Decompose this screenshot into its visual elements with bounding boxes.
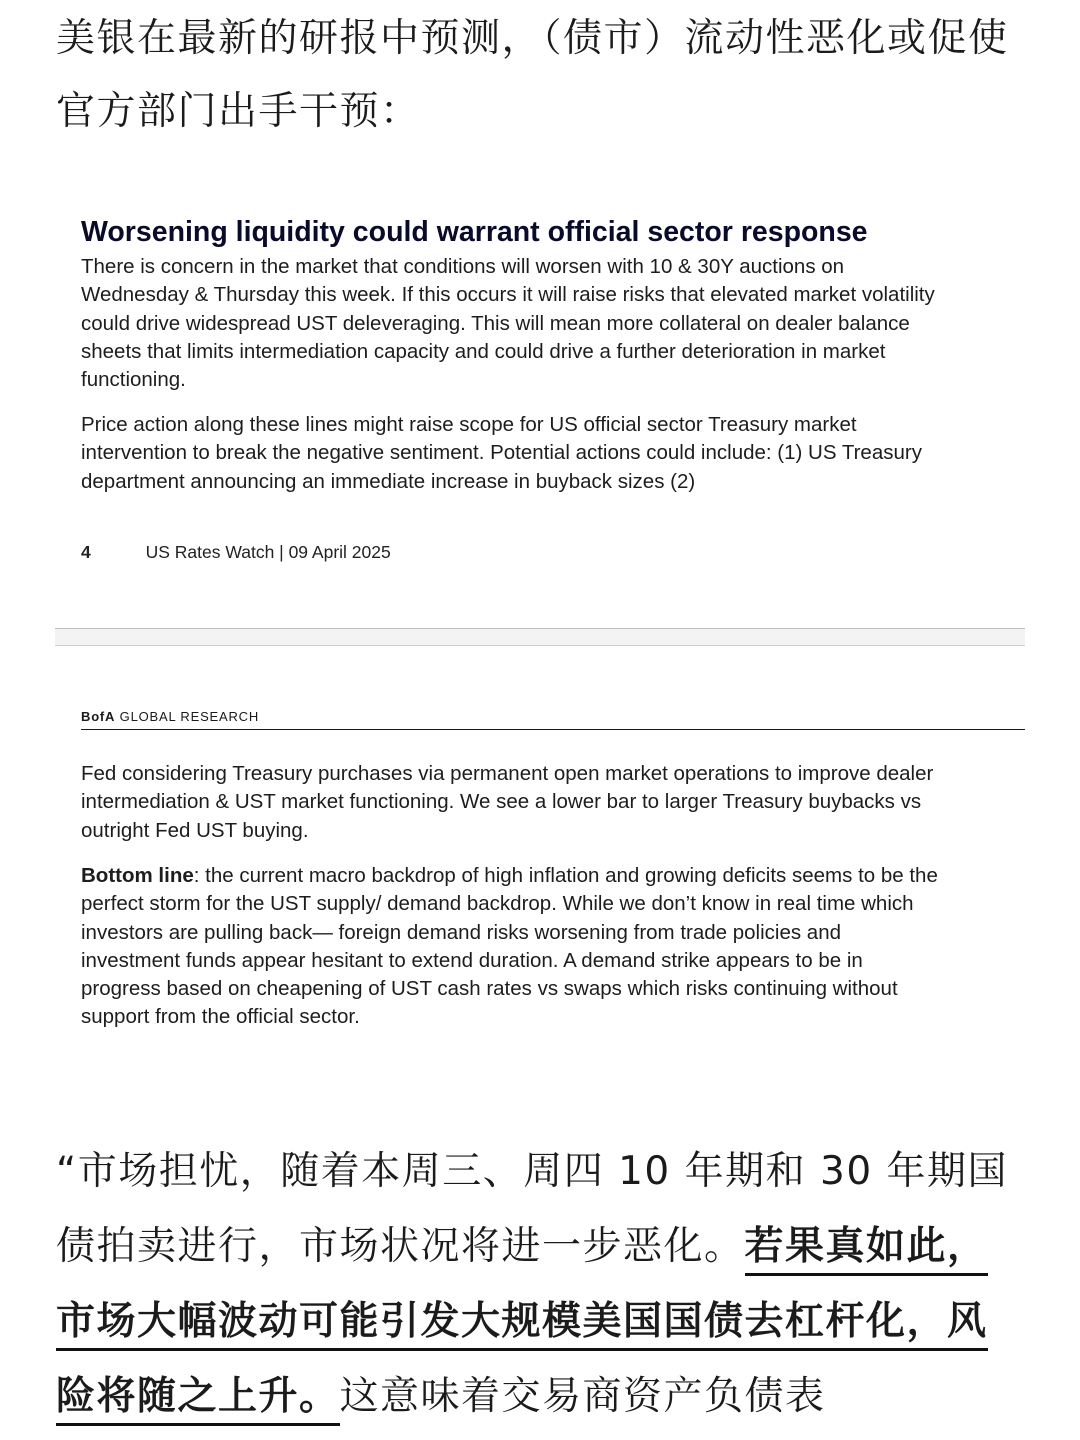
- report-paragraph-3: [81, 760, 941, 845]
- bottom-line-paragraph: [81, 862, 941, 1032]
- bottom-line-text-wrap: [81, 862, 941, 1032]
- page-break-divider: [55, 628, 1025, 646]
- report-paragraph-2-text: Price action along these lines might raise scope for US official sector Treasury market intervention to break the negative sentiment. Potential actions could include: (1) US Treasury department announcing an immediate increase in buyback sizes (2): [81, 413, 922, 493]
- bofa-brand: BofA: [81, 709, 116, 724]
- quote-highlight: 若果真如此，市场大幅波动可能引发大规模美国国债去杠杆化，风险将随之上升。: [56, 1224, 988, 1426]
- report-paragraph-1-text: There is concern in the market that conditions will worsen with 10 & 30Y auctions on Wednesday & Thursday this week. If this occurs it will raise risks that elevated market volatility could drive widespread UST deleveraging. This will mean more collateral on dealer balance sheets that limits intermediation capacity and could drive a further deterioration in market functioning.: [81, 255, 935, 392]
- report-paragraph-2: [81, 411, 941, 496]
- report-paragraph-1: [81, 253, 941, 394]
- report-heading: Worsening liquidity could warrant official sector response: [81, 216, 868, 248]
- bottom-line-text: : the current macro backdrop of high inflation and growing deficits seems to be the perfect storm for the UST supply/ demand backdrop. While we don’t know in real time which investors are pulling back— foreign demand risks worsening from trade policies and investment funds appear hesitant to extend duration. A demand strike appears to be in progress based on cheapening of UST cash rates vs swaps which risks continuing without support from the official sector.: [81, 864, 938, 1029]
- bofa-header-label: GLOBAL RESEARCH: [119, 709, 260, 724]
- report-paragraph-3-text: Fed considering Treasury purchases via permanent open market operations to improve dealer intermediation & UST market functioning. We see a lower bar to larger Treasury buybacks vs outright Fed UST buying.: [81, 762, 934, 842]
- intro-text: 美银在最新的研报中预测，（债市）流动性恶化或促使官方部门出手干预：: [56, 16, 1009, 134]
- quote-part-1: “市场担忧，随着本周三、周四 10 年期和 30 年期国债拍卖进行，市场状况将进一步恶化。: [56, 1149, 1009, 1269]
- bofa-research-header: [81, 709, 259, 724]
- bottom-line-label: Bottom line: [81, 864, 194, 887]
- header-rule: [81, 729, 1025, 730]
- page-number: 4: [81, 542, 91, 562]
- publication-title: US Rates Watch | 09 April 2025: [145, 542, 391, 562]
- report-footer: [81, 542, 391, 563]
- quote-text: [56, 1134, 1026, 1434]
- quote-part-2: 这意味着交易商资产负债表: [339, 1374, 826, 1419]
